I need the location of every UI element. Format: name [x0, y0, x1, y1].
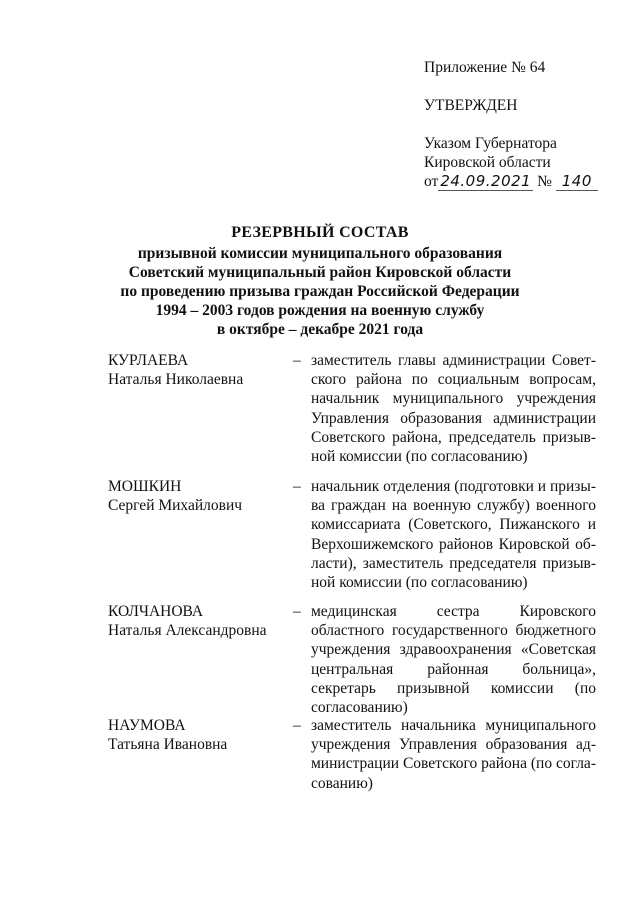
title-line: призывной комиссии муниципального образования [137, 245, 503, 262]
entry-dash: – [293, 478, 301, 495]
handwritten-number: 140 [556, 172, 598, 191]
approval-block [424, 58, 624, 191]
entry-dash: – [293, 352, 301, 369]
member-surname: НАУМОВА [108, 717, 186, 734]
handwritten-date: 24.09.2021 [440, 172, 532, 190]
decree-line-1: Указом Губернатора [424, 135, 557, 152]
member-surname: МОШКИН [108, 478, 182, 495]
member-name [108, 602, 298, 640]
member-role: заместитель главы администрации Советского района по социальным вопросам, начальник муниципального учреждения Управления образования администрации Советского района, председатель призывной комиссии (по согласованию) [311, 352, 596, 466]
decree-line-2: Кировской области [424, 154, 551, 171]
entry-dash: – [293, 603, 301, 620]
decree-date-line [424, 172, 624, 191]
member-given-names: Татьяна Ивановна [108, 736, 228, 754]
member-role: заместитель начальника муниципального учреждения Управления образования администрации Советского района (по согласованию) [311, 717, 596, 792]
title-line: по проведению призыва граждан Российской Федерации [120, 283, 520, 300]
title-line: Советский муниципальный район Кировской области [128, 264, 512, 281]
member-surname: КУРЛАЕВА [108, 352, 189, 369]
member-name [108, 477, 298, 515]
member-role: медицинская сестра Кировского областного государственного бюджетного учреждения здравоохранения «Советская центральная районная больница», секретарь призывной комиссии (по согласованию) [311, 603, 596, 717]
member-given-names: Сергей Михайлович [108, 497, 243, 515]
entry-dash: – [293, 717, 301, 734]
title-main: РЕЗЕРВНЫЙ СОСТАВ [231, 224, 409, 241]
title-line: 1994 – 2003 годов рождения на военную службу [155, 302, 485, 319]
member-name [108, 716, 298, 754]
date-prefix: от [424, 173, 439, 190]
member-given-names: Наталья Николаевна [108, 371, 244, 389]
member-role: начальник отделения (подготовки и призыва граждан на военную службу) военного комиссариата (Советского, Пижанского и Верхошижемского районов Кировской области), заместитель председателя призывной комиссии (по согласованию) [311, 478, 596, 592]
number-prefix: № [537, 173, 552, 190]
approved-label: УТВЕРЖДЕН [424, 97, 518, 114]
document-title [90, 222, 550, 339]
member-name [108, 351, 298, 389]
member-given-names: Наталья Александровна [108, 622, 267, 640]
member-surname: КОЛЧАНОВА [108, 603, 204, 620]
title-line: в октябре – декабре 2021 года [216, 321, 424, 338]
appendix-number: Приложение № 64 [424, 59, 546, 76]
